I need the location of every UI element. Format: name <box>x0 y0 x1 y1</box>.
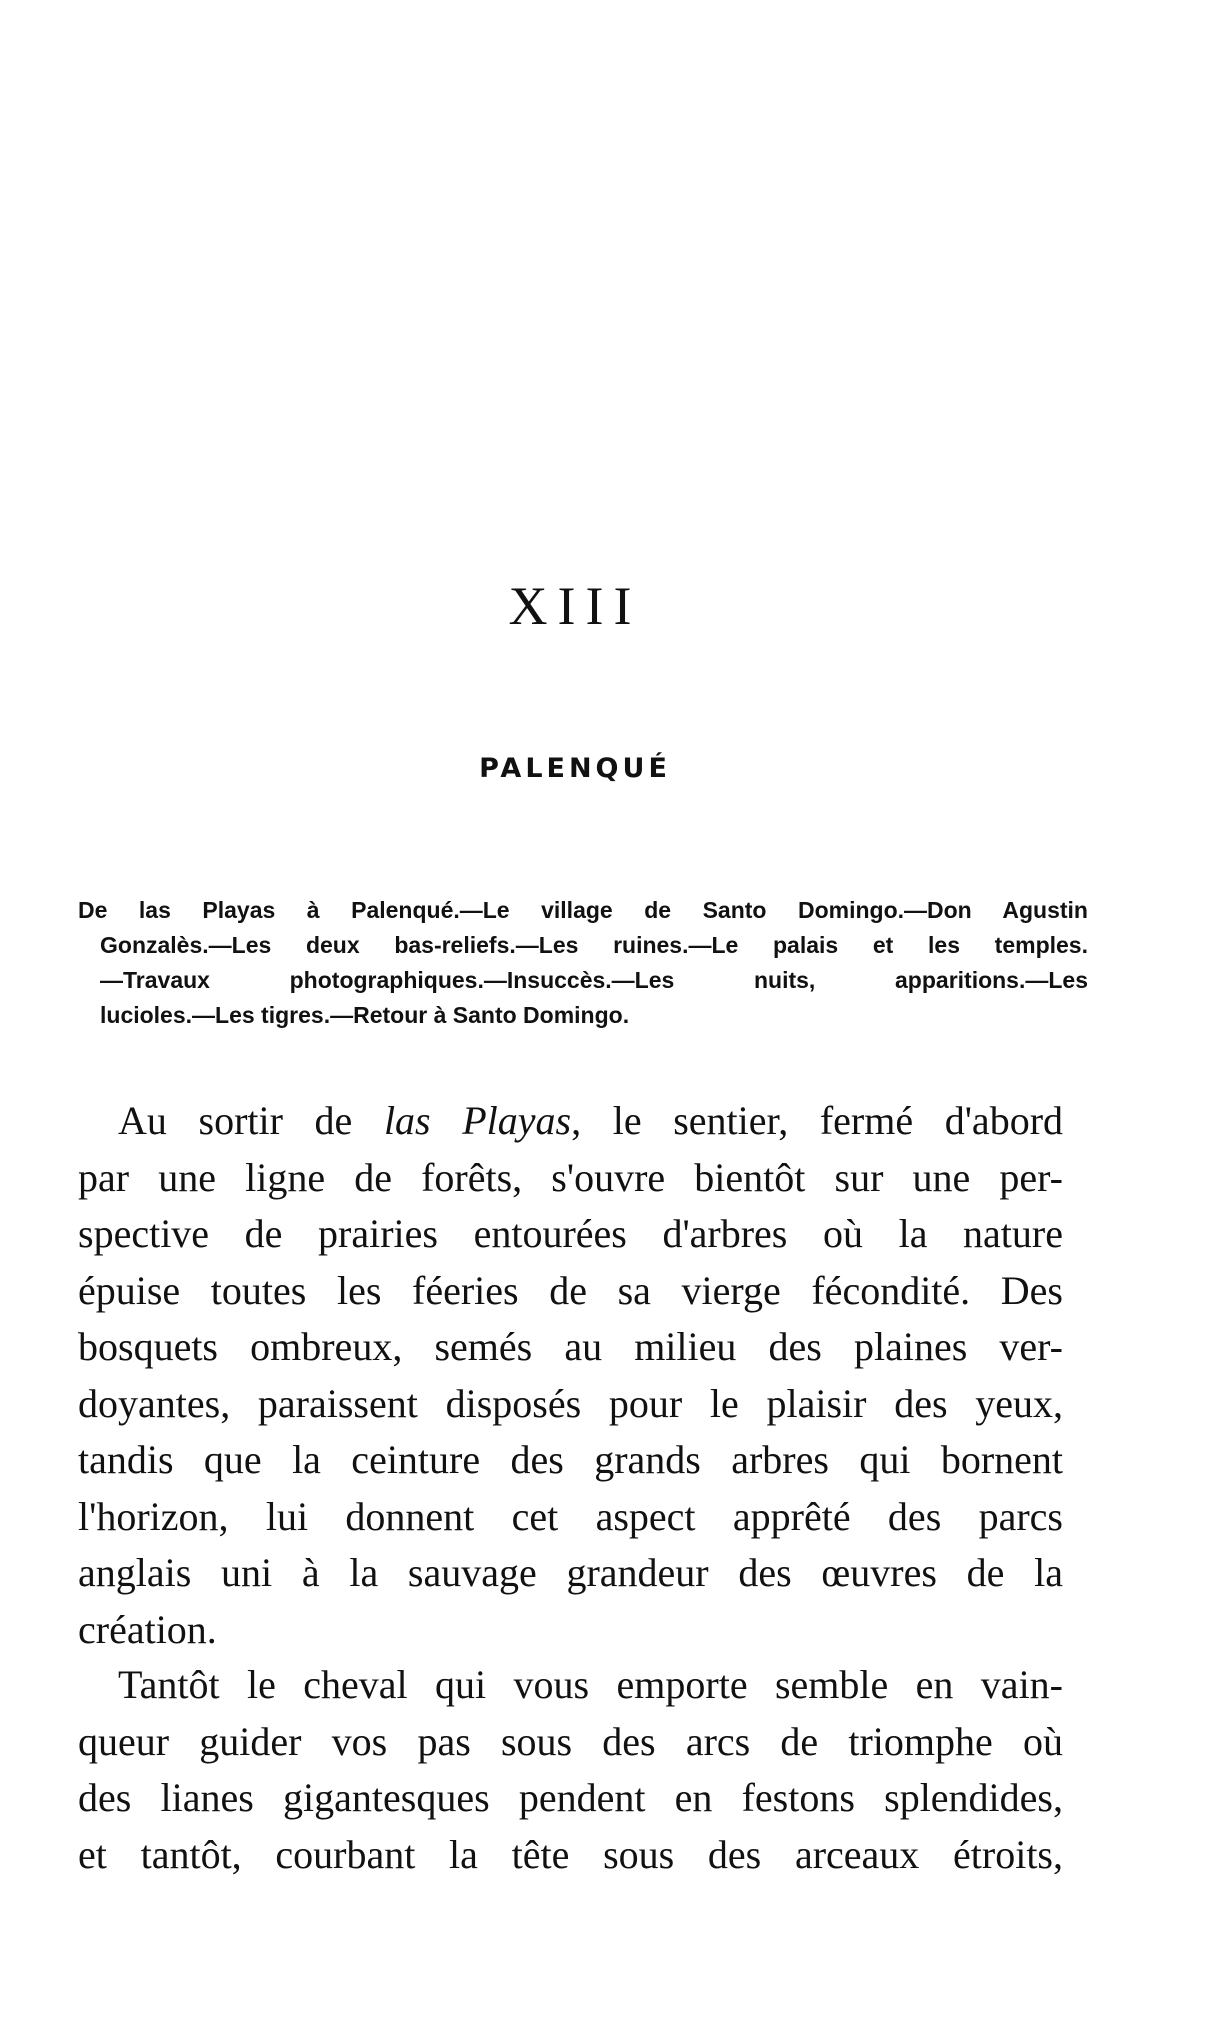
paragraph-line: création. <box>78 1606 217 1652</box>
chapter-summary <box>78 893 1088 1033</box>
paragraph-line: par une ligne de forêts, s'ouvre bientôt sur une per- <box>78 1154 1063 1200</box>
paragraph-line: et tantôt, courbant la tête sous des arceaux étroits, <box>78 1831 1063 1877</box>
paragraph-line: Tantôt le cheval qui vous emporte semble en vain- <box>118 1662 1063 1707</box>
italic-place-name: las Playas <box>383 1098 572 1143</box>
paragraph-line: épuise toutes les féeries de sa vierge fécondité. Des <box>78 1267 1063 1313</box>
paragraph-line: des lianes gigantesques pendent en festons splendides, <box>78 1775 1063 1820</box>
paragraph-line: doyantes, paraissent disposés pour le plaisir des yeux, <box>78 1380 1063 1426</box>
text-run: Au sortir de <box>118 1098 384 1143</box>
paragraph-2 <box>78 1657 1063 1883</box>
paragraph-line: bosquets ombreux, semés au milieu des plaines ver- <box>78 1324 1063 1369</box>
paragraph-line: spective de prairies entourées d'arbres où la nature <box>78 1211 1063 1256</box>
paragraph-line <box>78 1093 1063 1150</box>
summary-line: lucioles.—Les tigres.—Retour à Santo Domingo. <box>100 1002 630 1028</box>
summary-line: —Travaux photographiques.—Insuccès.—Les nuits, apparitions.—Les <box>100 967 1088 993</box>
chapter-title: PALENQUÉ <box>479 753 671 784</box>
summary-line: Gonzalès.—Les deux bas-reliefs.—Les ruines.—Le palais et les temples. <box>100 932 1088 958</box>
paragraph-line: l'horizon, lui donnent cet aspect apprêté des parcs <box>78 1493 1063 1539</box>
paragraph-line: tandis que la ceinture des grands arbres qui bornent <box>78 1437 1063 1482</box>
summary-line: De las Playas à Palenqué.—Le village de Santo Domingo.—Don Agustin <box>78 897 1088 923</box>
paragraph-line: queur guider vos pas sous des arcs de triomphe où <box>78 1718 1063 1764</box>
text-run: , le sentier, fermé d'abord <box>571 1098 1064 1143</box>
chapter-number: XIII <box>508 576 642 636</box>
paragraph-1 <box>78 1093 1063 1658</box>
paragraph-line: anglais uni à la sauvage grandeur des œuvres de la <box>78 1550 1063 1595</box>
